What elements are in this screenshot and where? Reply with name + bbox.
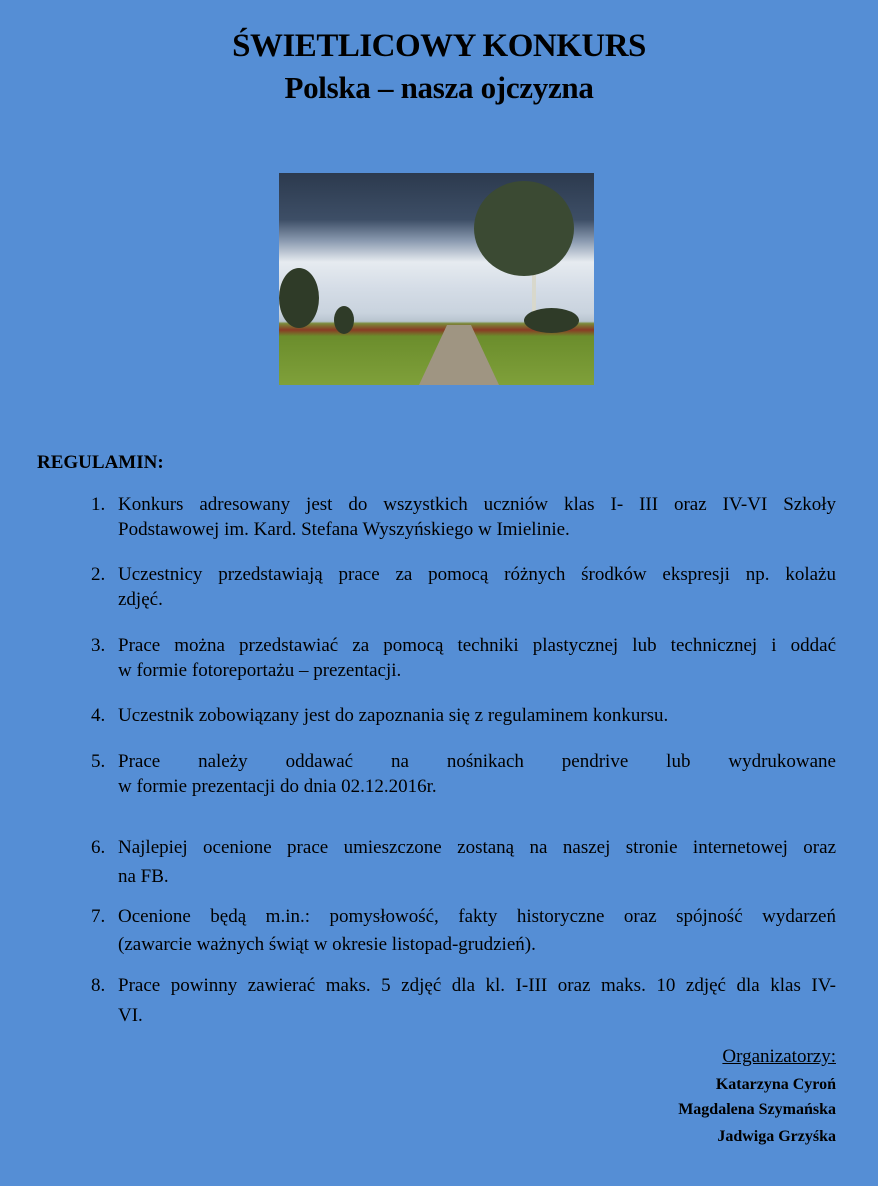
list-item-line: Prace można przedstawiać za pomocą techniki plastycznej lub technicznej i oddać [118,635,836,656]
bush [334,306,354,334]
list-item-line: (zawarcie ważnych świąt w okresie listopad-grudzień). [118,934,536,955]
list-item-line: w formie fotoreportażu – prezentacji. [118,660,402,681]
list-number: 8. [91,975,106,996]
page-subtitle: Polska – nasza ojczyzna [284,70,594,105]
list-number: 7. [91,906,106,927]
list-number: 5. [91,751,106,772]
list-number: 2. [91,564,106,585]
list-number: 1. [91,494,106,515]
tree-left [279,268,319,328]
list-item-line: zdjęć. [118,589,163,610]
list-number: 3. [91,635,106,656]
list-item-line: Konkurs adresowany jest do wszystkich uczniów klas I- III oraz IV-VI Szkoły [118,494,836,515]
birch-crown [474,181,574,276]
list-number: 6. [91,837,106,858]
list-item-line: VI. [118,1005,143,1026]
list-item-line: Ocenione będą m.in.: pomysłowość, fakty historyczne oraz spójność wydarzeń [118,906,836,927]
list-item-line: Prace powinny zawierać maks. 5 zdjęć dla kl. I-III oraz maks. 10 zdjęć dla klas IV- [118,975,836,996]
list-item-line: Podstawowej im. Kard. Stefana Wyszyńskiego w Imielinie. [118,519,570,540]
list-number: 4. [91,705,106,726]
page-title: ŚWIETLICOWY KONKURS [232,28,646,64]
list-item-line: w formie prezentacji do dnia 02.12.2016r. [118,776,437,797]
list-item-line: Uczestnicy przedstawiają prace za pomocą różnych środków ekspresji np. kolażu [118,564,836,585]
list-item-line: Najlepiej ocenione prace umieszczone zostaną na naszej stronie internetowej oraz [118,837,836,858]
organizer-name: Katarzyna Cyroń [715,1076,836,1093]
organizers-label: Organizatorzy: [722,1046,836,1067]
list-item-line: Prace należy oddawać na nośnikach pendrive lub wydrukowane [118,751,836,772]
road-shape [419,325,499,385]
list-item-line: na FB. [118,866,169,887]
organizer-name: Jadwiga Grzyśka [717,1128,836,1145]
rules-heading: REGULAMIN: [37,452,164,473]
bush-right [524,308,579,333]
landscape-photo [279,173,594,385]
organizer-name: Magdalena Szymańska [678,1101,836,1118]
list-item-line: Uczestnik zobowiązany jest do zapoznania się z regulaminem konkursu. [118,705,669,726]
